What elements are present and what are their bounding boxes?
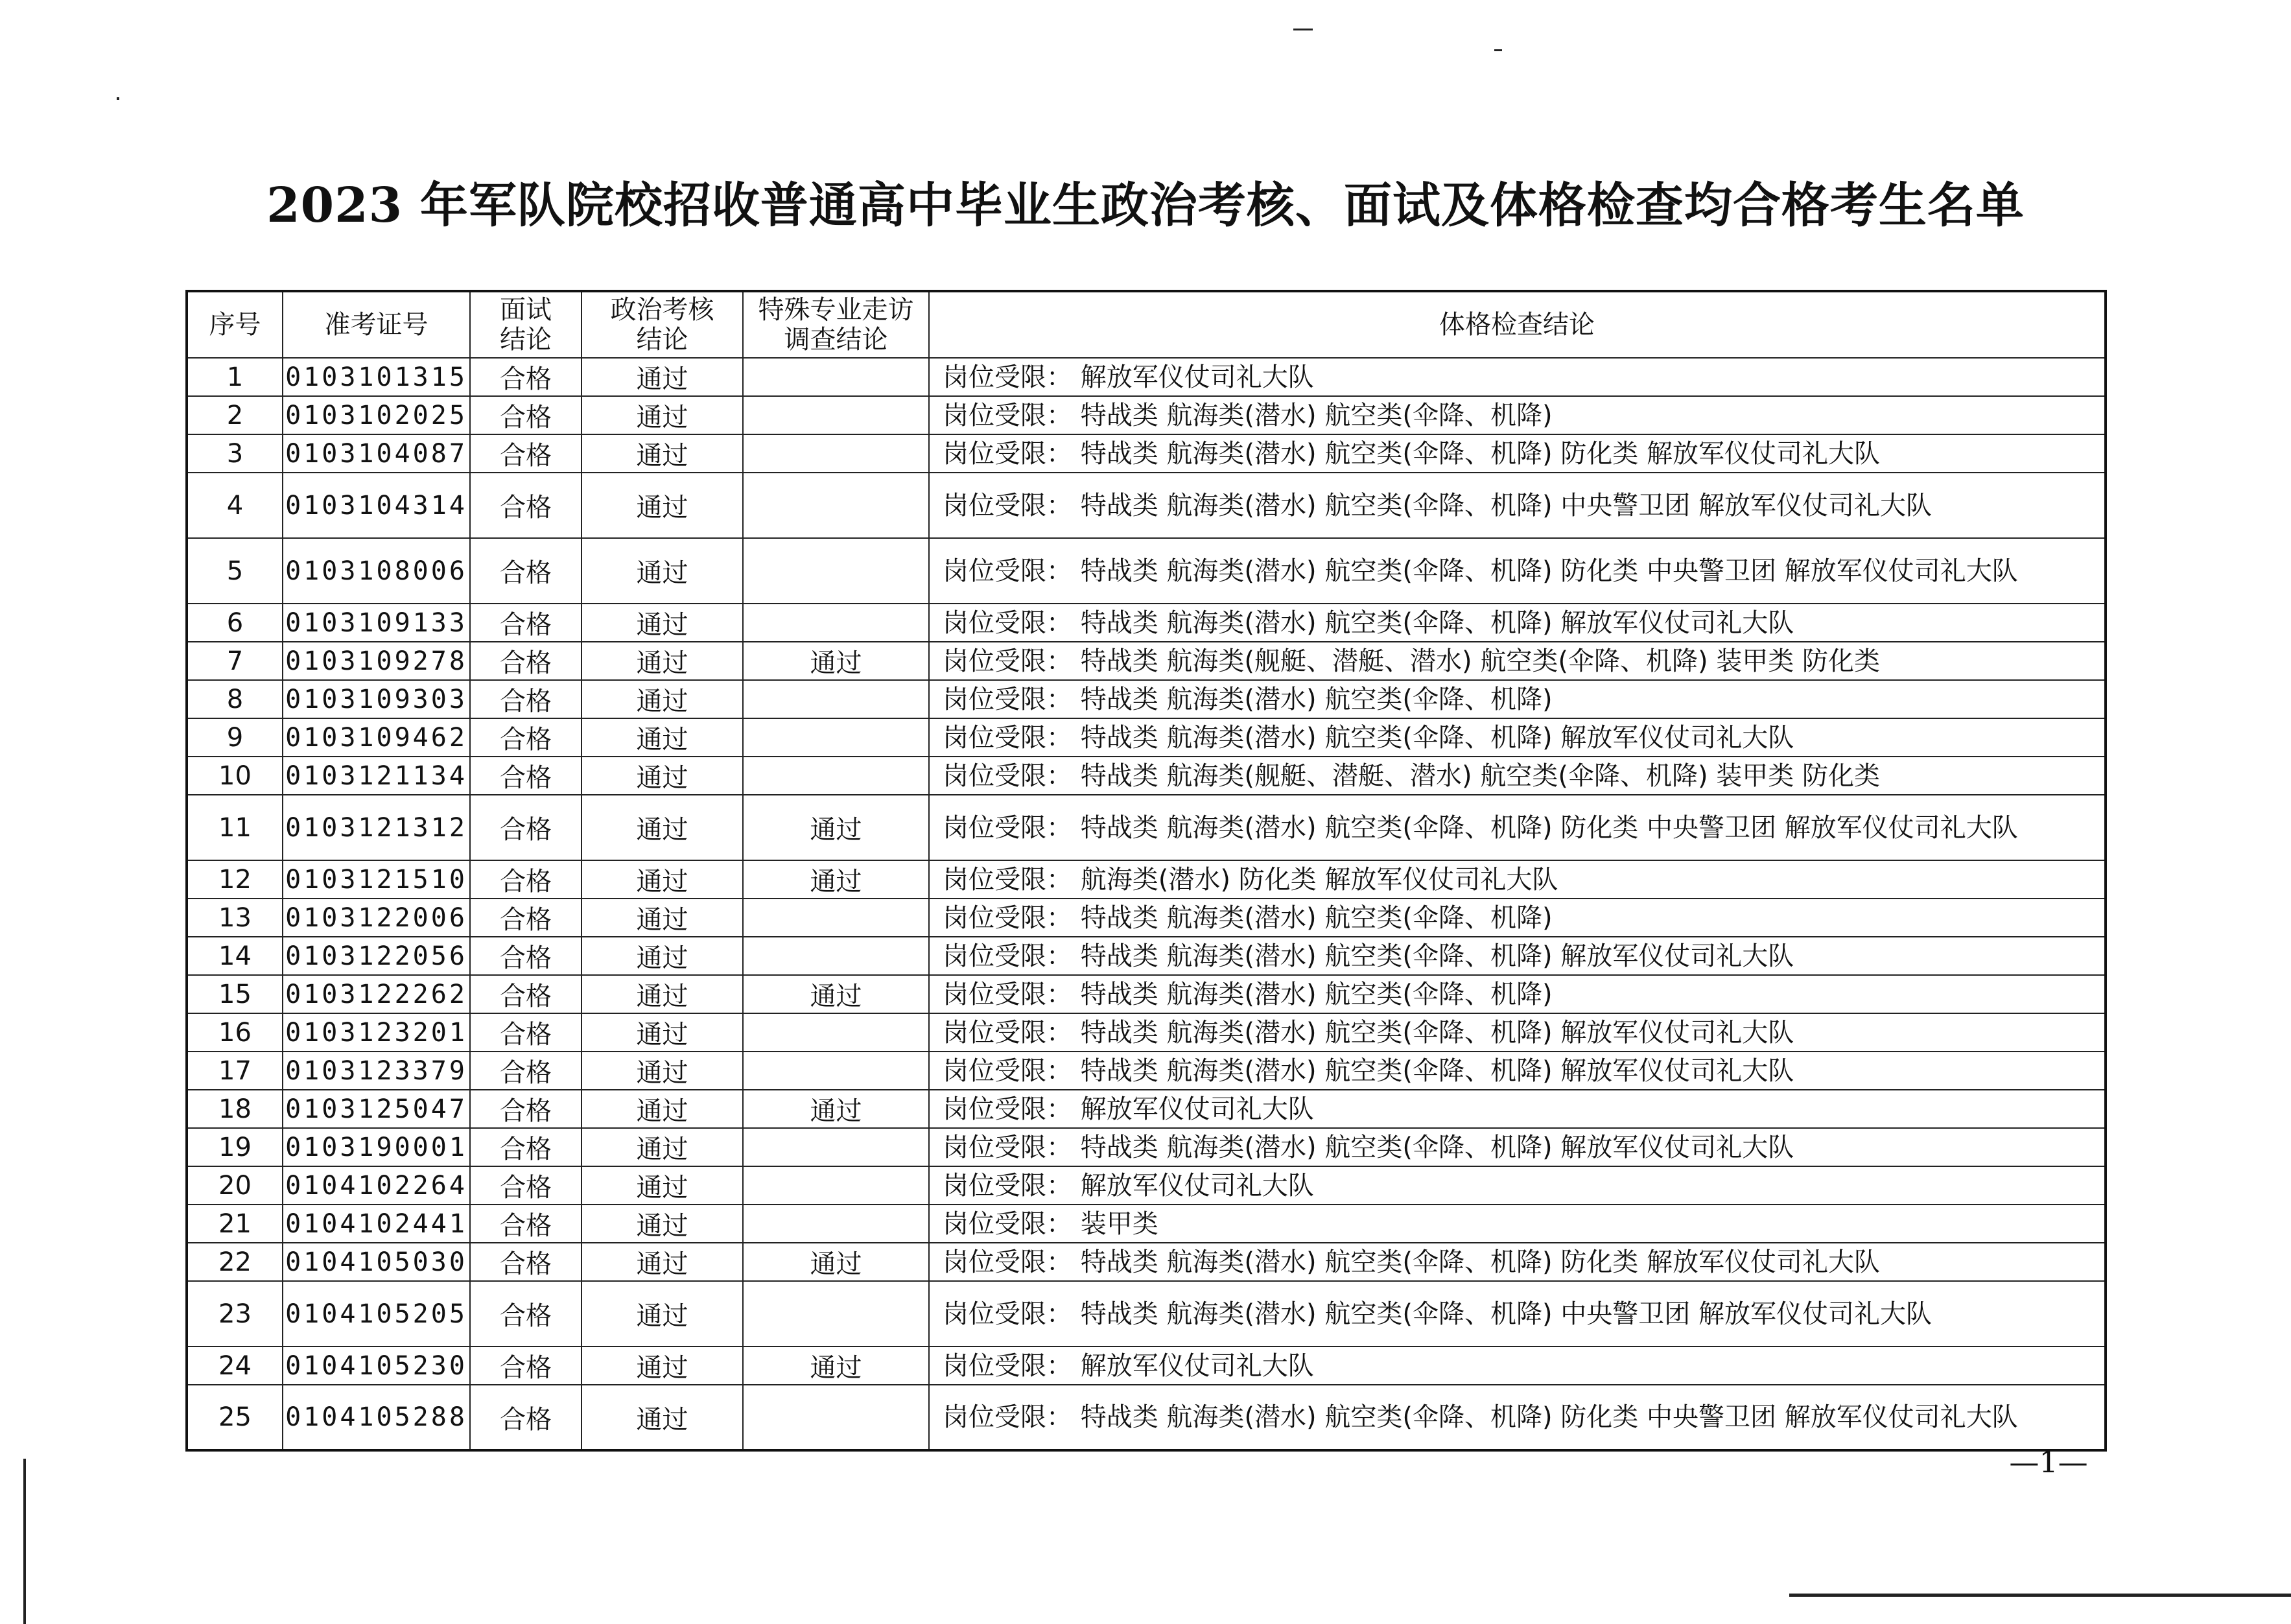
cell-interview: 合格 <box>470 975 582 1013</box>
cell-ticket: 0103122056 <box>283 937 470 975</box>
cell-political: 通过 <box>582 1052 743 1090</box>
cell-special <box>743 1385 929 1450</box>
header-ticket: 准考证号 <box>283 291 470 358</box>
cell-interview: 合格 <box>470 1347 582 1385</box>
cell-ticket: 0103109303 <box>283 680 470 718</box>
header-physical: 体格检查结论 <box>929 291 2106 358</box>
cell-seq: 8 <box>187 680 283 718</box>
cell-political: 通过 <box>582 604 743 642</box>
cell-ticket: 0103125047 <box>283 1090 470 1128</box>
cell-seq: 24 <box>187 1347 283 1385</box>
cell-special: 通过 <box>743 1090 929 1128</box>
table-row <box>187 899 2106 937</box>
header-political: 政治考核结论 <box>582 291 743 358</box>
table-row <box>187 1166 2106 1205</box>
table-row <box>187 642 2106 680</box>
cell-political: 通过 <box>582 1281 743 1347</box>
cell-ticket: 0103108006 <box>283 538 470 604</box>
cell-ticket: 0103109462 <box>283 718 470 757</box>
cell-ticket: 0103121312 <box>283 795 470 860</box>
cell-physical: 岗位受限： 特战类 航海类(潜水) 航空类(伞降、机降) 防化类 解放军仪仗司礼大队 <box>929 1243 2106 1281</box>
cell-political: 通过 <box>582 1385 743 1450</box>
cell-seq: 22 <box>187 1243 283 1281</box>
cell-physical: 岗位受限： 特战类 航海类(舰艇、潜艇、潜水) 航空类(伞降、机降) 装甲类 防化类 <box>929 757 2106 795</box>
cell-interview: 合格 <box>470 899 582 937</box>
table-body <box>187 358 2106 1450</box>
cell-seq: 3 <box>187 434 283 473</box>
cell-physical: 岗位受限： 解放军仪仗司礼大队 <box>929 1166 2106 1205</box>
cell-political: 通过 <box>582 1243 743 1281</box>
cell-special: 通过 <box>743 1243 929 1281</box>
cell-interview: 合格 <box>470 538 582 604</box>
cell-special <box>743 434 929 473</box>
cell-ticket: 0103190001 <box>283 1128 470 1166</box>
cell-special: 通过 <box>743 795 929 860</box>
cell-physical: 岗位受限： 特战类 航海类(潜水) 航空类(伞降、机降) <box>929 680 2106 718</box>
cell-ticket: 0103123201 <box>283 1013 470 1052</box>
table-row <box>187 473 2106 538</box>
cell-political: 通过 <box>582 396 743 434</box>
cell-ticket: 0103102025 <box>283 396 470 434</box>
cell-political: 通过 <box>582 1090 743 1128</box>
cell-seq: 25 <box>187 1385 283 1450</box>
table-row <box>187 1385 2106 1450</box>
cell-special <box>743 1281 929 1347</box>
cell-physical: 岗位受限： 特战类 航海类(潜水) 航空类(伞降、机降) 解放军仪仗司礼大队 <box>929 604 2106 642</box>
cell-political: 通过 <box>582 473 743 538</box>
cell-physical: 岗位受限： 特战类 航海类(潜水) 航空类(伞降、机降) 中央警卫团 解放军仪仗司礼大队 <box>929 1281 2106 1347</box>
cell-physical: 岗位受限： 特战类 航海类(潜水) 航空类(伞降、机降) 防化类 中央警卫团 解放军仪仗司礼大队 <box>929 795 2106 860</box>
cell-political: 通过 <box>582 642 743 680</box>
cell-interview: 合格 <box>470 1166 582 1205</box>
cell-seq: 15 <box>187 975 283 1013</box>
cell-ticket: 0104105288 <box>283 1385 470 1450</box>
cell-seq: 4 <box>187 473 283 538</box>
cell-political: 通过 <box>582 1128 743 1166</box>
cell-interview: 合格 <box>470 1128 582 1166</box>
cell-seq: 17 <box>187 1052 283 1090</box>
scan-artifact <box>117 97 119 100</box>
cell-special <box>743 604 929 642</box>
cell-interview: 合格 <box>470 473 582 538</box>
cell-special: 通过 <box>743 642 929 680</box>
cell-ticket: 0103109133 <box>283 604 470 642</box>
cell-interview: 合格 <box>470 860 582 899</box>
table-row <box>187 1090 2106 1128</box>
cell-interview: 合格 <box>470 1205 582 1243</box>
cell-special <box>743 680 929 718</box>
table-row <box>187 1347 2106 1385</box>
scan-artifact <box>1789 1594 2291 1597</box>
cell-political: 通过 <box>582 1013 743 1052</box>
cell-ticket: 0103101315 <box>283 358 470 396</box>
table-row <box>187 757 2106 795</box>
cell-physical: 岗位受限： 航海类(潜水) 防化类 解放军仪仗司礼大队 <box>929 860 2106 899</box>
cell-seq: 21 <box>187 1205 283 1243</box>
cell-seq: 11 <box>187 795 283 860</box>
document-title: 2023 年军队院校招收普通高中毕业生政治考核、面试及体格检查均合格考生名单 <box>266 178 2025 233</box>
cell-political: 通过 <box>582 975 743 1013</box>
table-row <box>187 860 2106 899</box>
cell-seq: 9 <box>187 718 283 757</box>
cell-physical: 岗位受限： 特战类 航海类(潜水) 航空类(伞降、机降) 中央警卫团 解放军仪仗司礼大队 <box>929 473 2106 538</box>
scan-artifact <box>1293 29 1313 30</box>
cell-seq: 14 <box>187 937 283 975</box>
cell-special <box>743 1166 929 1205</box>
cell-interview: 合格 <box>470 1243 582 1281</box>
cell-interview: 合格 <box>470 718 582 757</box>
table-row <box>187 975 2106 1013</box>
cell-seq: 1 <box>187 358 283 396</box>
cell-special <box>743 396 929 434</box>
cell-seq: 12 <box>187 860 283 899</box>
table-row <box>187 937 2106 975</box>
table-row <box>187 680 2106 718</box>
cell-special <box>743 937 929 975</box>
cell-ticket: 0104102441 <box>283 1205 470 1243</box>
cell-physical: 岗位受限： 特战类 航海类(潜水) 航空类(伞降、机降) 防化类 中央警卫团 解放军仪仗司礼大队 <box>929 1385 2106 1450</box>
cell-seq: 2 <box>187 396 283 434</box>
cell-special: 通过 <box>743 860 929 899</box>
cell-special <box>743 1128 929 1166</box>
cell-political: 通过 <box>582 718 743 757</box>
cell-physical: 岗位受限： 装甲类 <box>929 1205 2106 1243</box>
cell-interview: 合格 <box>470 1052 582 1090</box>
cell-special <box>743 718 929 757</box>
table-row <box>187 358 2106 396</box>
cell-physical: 岗位受限： 特战类 航海类(潜水) 航空类(伞降、机降) 防化类 中央警卫团 解放军仪仗司礼大队 <box>929 538 2106 604</box>
header-seq: 序号 <box>187 291 283 358</box>
table-row <box>187 538 2106 604</box>
cell-political: 通过 <box>582 680 743 718</box>
cell-physical: 岗位受限： 解放军仪仗司礼大队 <box>929 1347 2106 1385</box>
cell-political: 通过 <box>582 1205 743 1243</box>
cell-physical: 岗位受限： 特战类 航海类(潜水) 航空类(伞降、机降) <box>929 975 2106 1013</box>
cell-special: 通过 <box>743 975 929 1013</box>
table-row <box>187 434 2106 473</box>
cell-special <box>743 1013 929 1052</box>
header-interview: 面试结论 <box>470 291 582 358</box>
cell-interview: 合格 <box>470 434 582 473</box>
cell-special <box>743 473 929 538</box>
cell-political: 通过 <box>582 1347 743 1385</box>
cell-political: 通过 <box>582 757 743 795</box>
cell-interview: 合格 <box>470 396 582 434</box>
cell-physical: 岗位受限： 特战类 航海类(潜水) 航空类(伞降、机降) 解放军仪仗司礼大队 <box>929 937 2106 975</box>
cell-seq: 10 <box>187 757 283 795</box>
cell-seq: 16 <box>187 1013 283 1052</box>
cell-ticket: 0104105230 <box>283 1347 470 1385</box>
table-row <box>187 1052 2106 1090</box>
cell-special <box>743 757 929 795</box>
cell-interview: 合格 <box>470 1385 582 1450</box>
cell-political: 通过 <box>582 795 743 860</box>
cell-interview: 合格 <box>470 937 582 975</box>
cell-seq: 7 <box>187 642 283 680</box>
cell-ticket: 0103122262 <box>283 975 470 1013</box>
cell-interview: 合格 <box>470 680 582 718</box>
cell-ticket: 0103123379 <box>283 1052 470 1090</box>
table-header-row <box>187 291 2106 358</box>
cell-physical: 岗位受限： 特战类 航海类(潜水) 航空类(伞降、机降) <box>929 396 2106 434</box>
table-row <box>187 1013 2106 1052</box>
cell-special <box>743 1205 929 1243</box>
cell-political: 通过 <box>582 358 743 396</box>
cell-interview: 合格 <box>470 757 582 795</box>
cell-physical: 岗位受限： 特战类 航海类(舰艇、潜艇、潜水) 航空类(伞降、机降) 装甲类 防化类 <box>929 642 2106 680</box>
page-number: —1— <box>2009 1444 2088 1479</box>
cell-seq: 20 <box>187 1166 283 1205</box>
cell-special <box>743 358 929 396</box>
cell-seq: 13 <box>187 899 283 937</box>
cell-interview: 合格 <box>470 604 582 642</box>
cell-seq: 6 <box>187 604 283 642</box>
scan-artifact <box>1494 49 1502 51</box>
header-special: 特殊专业走访调查结论 <box>743 291 929 358</box>
cell-seq: 18 <box>187 1090 283 1128</box>
cell-political: 通过 <box>582 538 743 604</box>
cell-physical: 岗位受限： 解放军仪仗司礼大队 <box>929 358 2106 396</box>
cell-interview: 合格 <box>470 795 582 860</box>
scan-artifact <box>23 1459 26 1624</box>
cell-interview: 合格 <box>470 1281 582 1347</box>
table-row <box>187 718 2106 757</box>
cell-ticket: 0104105205 <box>283 1281 470 1347</box>
cell-physical: 岗位受限： 特战类 航海类(潜水) 航空类(伞降、机降) 防化类 解放军仪仗司礼大队 <box>929 434 2106 473</box>
cell-interview: 合格 <box>470 358 582 396</box>
table-row <box>187 1281 2106 1347</box>
cell-physical: 岗位受限： 特战类 航海类(潜水) 航空类(伞降、机降) 解放军仪仗司礼大队 <box>929 1013 2106 1052</box>
table-row <box>187 1128 2106 1166</box>
cell-ticket: 0103104314 <box>283 473 470 538</box>
cell-special <box>743 538 929 604</box>
cell-political: 通过 <box>582 434 743 473</box>
cell-seq: 19 <box>187 1128 283 1166</box>
cell-ticket: 0103121134 <box>283 757 470 795</box>
table-row <box>187 396 2106 434</box>
cell-ticket: 0103122006 <box>283 899 470 937</box>
cell-ticket: 0103109278 <box>283 642 470 680</box>
table-row <box>187 1243 2106 1281</box>
cell-physical: 岗位受限： 解放军仪仗司礼大队 <box>929 1090 2106 1128</box>
cell-physical: 岗位受限： 特战类 航海类(潜水) 航空类(伞降、机降) 解放军仪仗司礼大队 <box>929 1052 2106 1090</box>
cell-special <box>743 899 929 937</box>
cell-seq: 23 <box>187 1281 283 1347</box>
cell-ticket: 0104105030 <box>283 1243 470 1281</box>
cell-political: 通过 <box>582 860 743 899</box>
cell-political: 通过 <box>582 899 743 937</box>
cell-special <box>743 1052 929 1090</box>
table-row <box>187 795 2106 860</box>
cell-physical: 岗位受限： 特战类 航海类(潜水) 航空类(伞降、机降) <box>929 899 2106 937</box>
cell-political: 通过 <box>582 937 743 975</box>
cell-seq: 5 <box>187 538 283 604</box>
cell-ticket: 0104102264 <box>283 1166 470 1205</box>
candidate-table <box>185 290 2107 1452</box>
cell-ticket: 0103121510 <box>283 860 470 899</box>
cell-physical: 岗位受限： 特战类 航海类(潜水) 航空类(伞降、机降) 解放军仪仗司礼大队 <box>929 1128 2106 1166</box>
table-row <box>187 1205 2106 1243</box>
cell-interview: 合格 <box>470 642 582 680</box>
cell-special: 通过 <box>743 1347 929 1385</box>
table-row <box>187 604 2106 642</box>
cell-interview: 合格 <box>470 1090 582 1128</box>
cell-interview: 合格 <box>470 1013 582 1052</box>
cell-physical: 岗位受限： 特战类 航海类(潜水) 航空类(伞降、机降) 解放军仪仗司礼大队 <box>929 718 2106 757</box>
cell-political: 通过 <box>582 1166 743 1205</box>
cell-ticket: 0103104087 <box>283 434 470 473</box>
